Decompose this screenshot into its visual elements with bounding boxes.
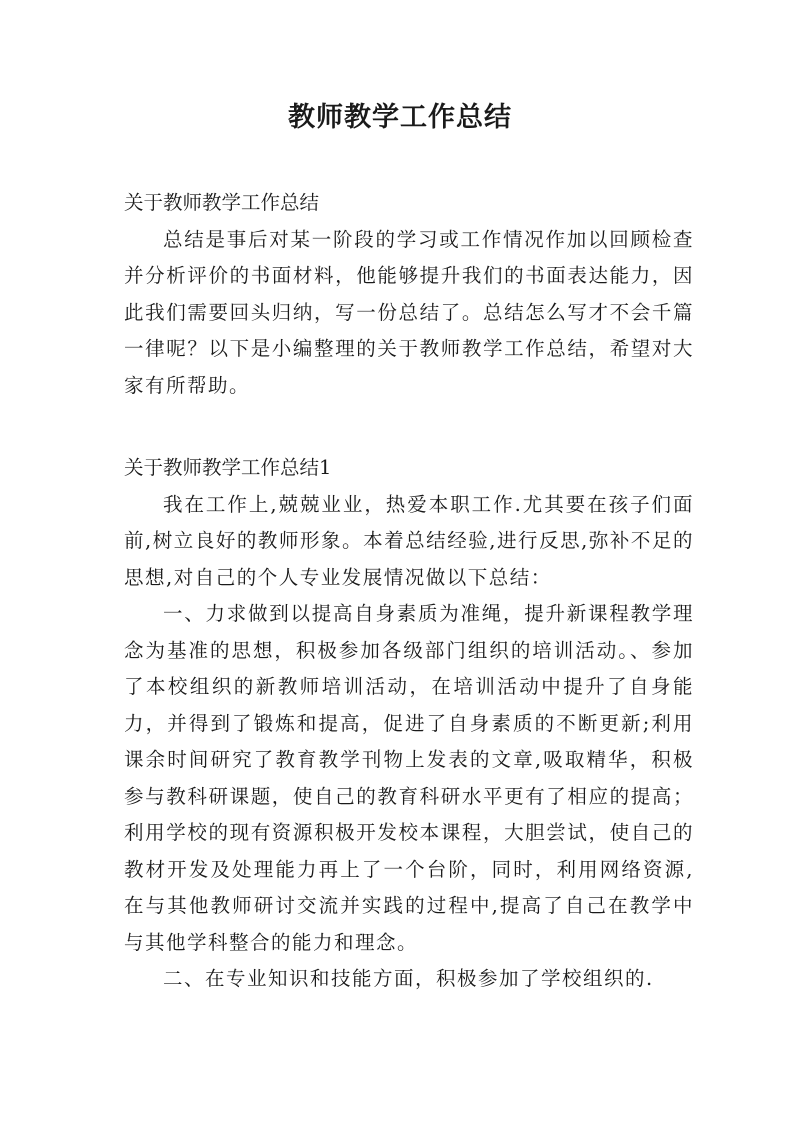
section-1 [124,450,694,998]
section-1-paragraph-1: 我在工作上,兢兢业业，热爱本职工作.尤其要在孩子们面前,树立良好的教师形象。本着总结经验,进行反思,弥补不足的思想,对自己的个人专业发展情况做以下总结： [124,492,694,589]
intro-paragraph: 总结是事后对某一阶段的学习或工作情况作加以回顾检查并分析评价的书面材料，他能够提升我们的书面表达能力，因此我们需要回头归纳，写一份总结了。总结怎么写才不会千篇一律呢？以下是小编整理的关于教师教学工作总结，希望对大家有所帮助。 [124,227,694,397]
section-1-paragraph-3: 二、在专业知识和技能方面，积极参加了学校组织的. [163,967,654,990]
document-title: 教师教学工作总结 [288,102,512,133]
section-1-paragraph-2: 一、力求做到以提高自身素质为准绳，提升新课程教学理念为基准的思想，积极参加各级部门组织的培训活动。、参加了本校组织的新教师培训活动，在培训活动中提升了自身能力，并得到了锻炼和提高，促进了自身素质的不断更新;利用课余时间研究了教育教学刊物上发表的文章,吸取精华，积极参与教科研课题，使自己的教育科研水平更有了相应的提高；利用学校的现有资源积极开发校本课程，大胆尝试，使自己的教材开发及处理能力再上了一个台阶，同时，利用网络资源,在与其他教师研讨交流并实践的过程中,提高了自己在教学中与其他学科整合的能力和理念。 [124,602,694,954]
section-1-heading: 关于教师教学工作总结1 [124,456,332,479]
intro-heading: 关于教师教学工作总结 [124,191,320,214]
intro-section [124,185,694,404]
